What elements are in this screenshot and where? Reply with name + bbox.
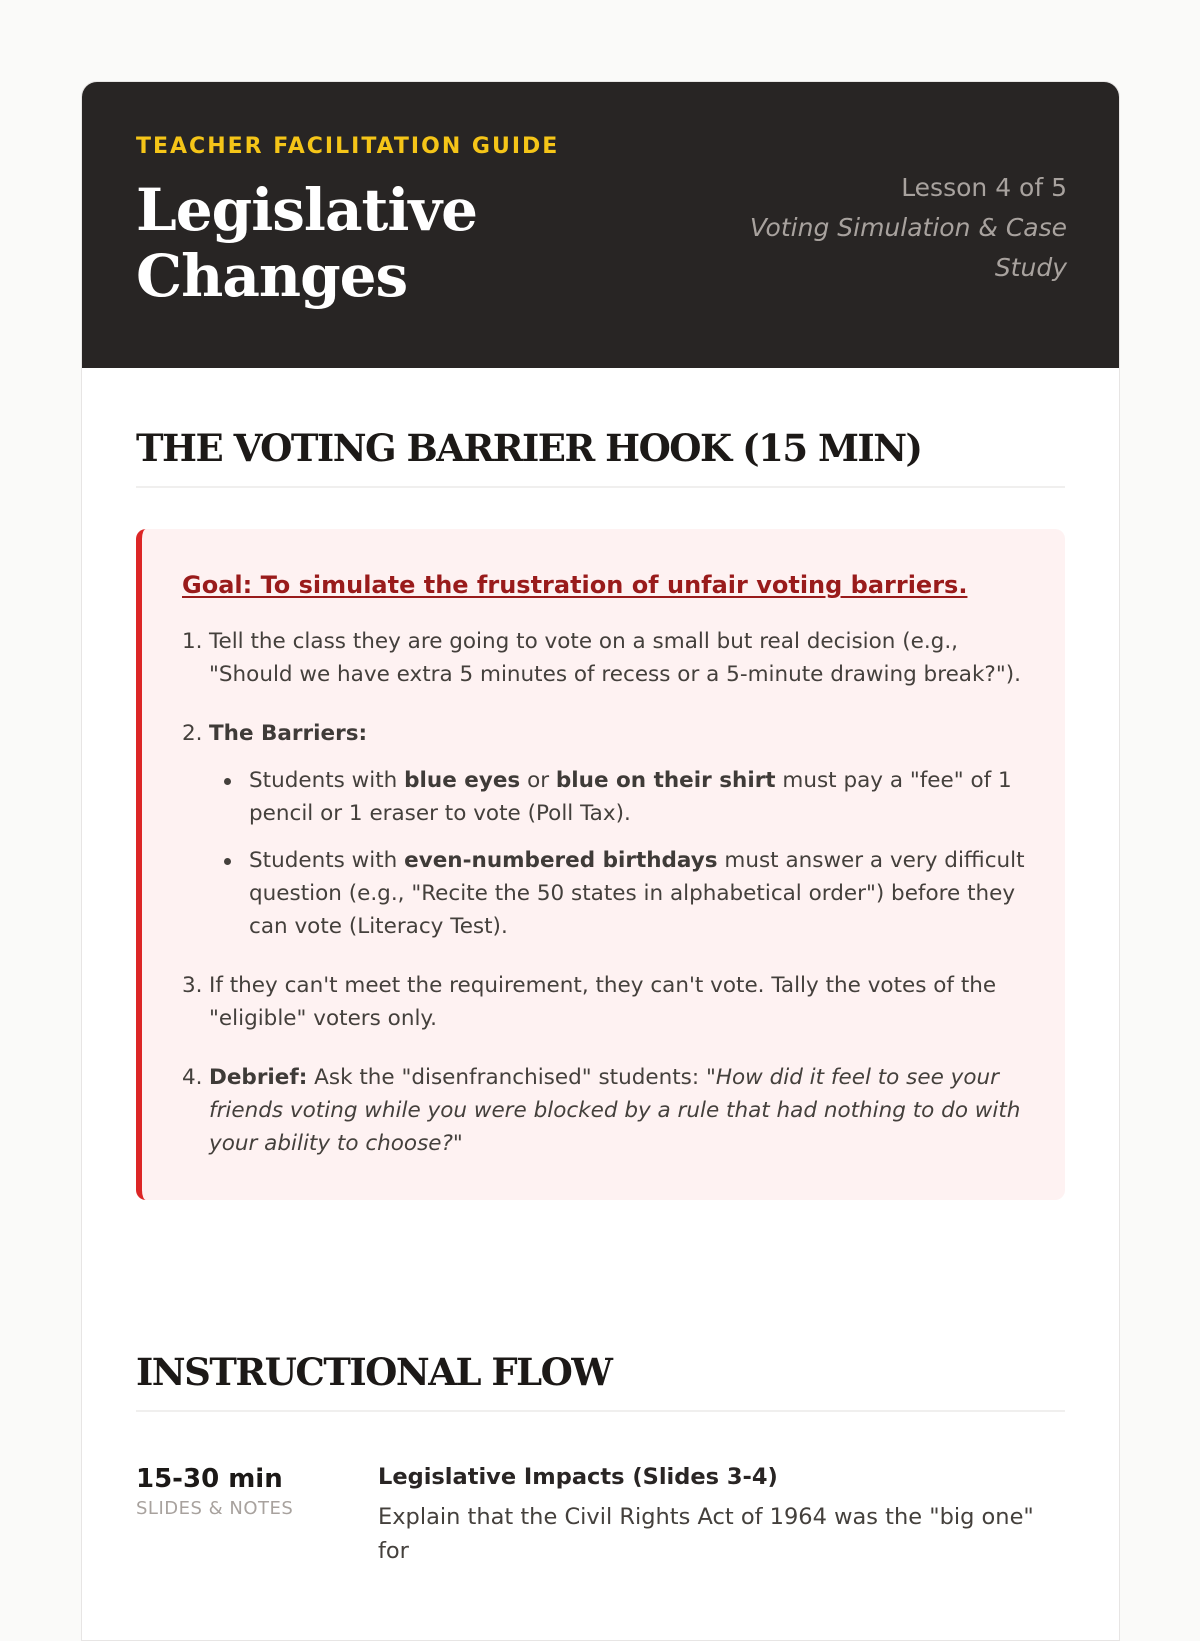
- step-number: 1.: [182, 629, 203, 654]
- barrier-emphasis: blue on their shirt: [555, 768, 776, 793]
- lesson-meta: [687, 168, 1067, 288]
- step-text: Ask the "disenfranchised" students:: [307, 1065, 706, 1090]
- goal-callout: [136, 529, 1065, 1200]
- barrier-text: must pay a "fee" of 1 pencil or 1 eraser to vote (Poll Tax).: [249, 768, 1012, 826]
- list-item: [182, 969, 1025, 1035]
- flow-timing: [136, 1464, 378, 1568]
- lesson-number: Lesson 4 of 5: [901, 173, 1067, 202]
- barrier-emphasis: blue eyes: [404, 768, 521, 793]
- list-item: [182, 1061, 1025, 1160]
- flow-category: SLIDES & NOTES: [136, 1498, 294, 1519]
- barrier-item: [209, 764, 1025, 830]
- flow-time: 15-30 min: [136, 1464, 283, 1494]
- step-label: Debrief:: [209, 1065, 308, 1090]
- list-item: [182, 625, 1025, 691]
- flow-row: [136, 1464, 1065, 1568]
- barrier-text: must answer a very difficult question (e.g., "Recite the 50 states in alphabetical order") before they can vote (Literacy Test).: [249, 848, 1025, 939]
- step-text: Tell the class they are going to vote on a small but real decision (e.g., "Should we have extra 5 minutes of recess or a 5-minute drawing break?").: [209, 629, 1021, 687]
- barrier-text: Students with: [249, 768, 405, 793]
- step-number: 4.: [182, 1065, 203, 1090]
- flow-detail: [378, 1464, 1065, 1568]
- list-item: [182, 717, 1025, 943]
- guide-title: Legislative Changes: [136, 176, 477, 310]
- step-content: [209, 1061, 1025, 1160]
- barrier-emphasis: even-numbered birthdays: [404, 848, 718, 873]
- guide-page: [81, 81, 1120, 1641]
- step-content: [209, 717, 1025, 943]
- goal-statement: Goal: To simulate the frustration of unfair voting barriers.: [182, 571, 968, 599]
- step-label: The Barriers:: [209, 721, 368, 746]
- step-number: 2.: [182, 721, 203, 746]
- flow-title: Legislative Impacts (Slides 3-4): [378, 1464, 778, 1490]
- guide-eyebrow: TEACHER FACILITATION GUIDE: [136, 134, 560, 159]
- flow-heading: INSTRUCTIONAL FLOW: [136, 1350, 1065, 1412]
- step-number: 3.: [182, 973, 203, 998]
- barrier-text: or: [520, 768, 556, 793]
- flow-text: Explain that the Civil Rights Act of 1964 was the "big one" for: [378, 1504, 1034, 1564]
- hook-heading: THE VOTING BARRIER HOOK (15 MIN): [136, 426, 1065, 488]
- hook-steps: [182, 625, 1025, 1160]
- barrier-list: [209, 764, 1025, 943]
- debrief-question: "How did it feel to see your friends voting while you were blocked by a rule that had nothing to do with your ability to choose?": [209, 1065, 1021, 1156]
- barrier-item: [209, 844, 1025, 943]
- guide-body: [82, 368, 1119, 1568]
- step-text: If they can't meet the requirement, they can't vote. Tally the votes of the "eligible" voters only.: [209, 973, 997, 1031]
- barrier-text: Students with: [249, 848, 405, 873]
- lesson-subtitle: Voting Simulation & Case Study: [749, 213, 1067, 282]
- guide-header: [82, 82, 1119, 368]
